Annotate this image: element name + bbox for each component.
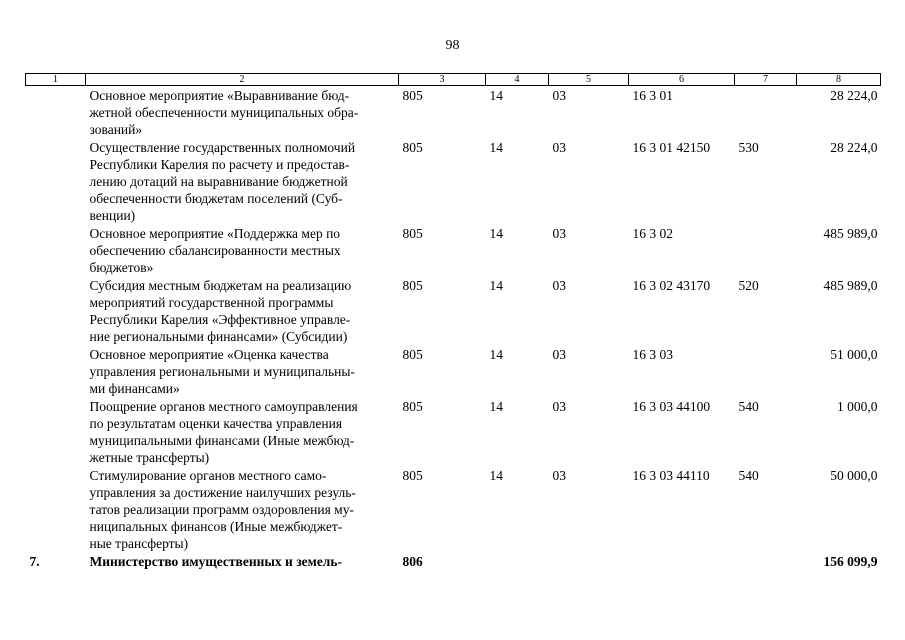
row-name-line: жетные трансферты): [89, 450, 210, 465]
row-name-line: зований»: [89, 122, 143, 137]
row-number: [26, 86, 86, 139]
row-amount: 28 224,0: [830, 88, 878, 103]
row-target: [629, 552, 735, 570]
row-amount: 485 989,0: [823, 278, 878, 293]
row-section: 14: [489, 140, 503, 155]
row-amount: 51 000,0: [830, 347, 878, 362]
row-name-line: Поощрение органов местного самоуправления: [89, 399, 358, 414]
row-ministry: 805: [402, 140, 423, 155]
header-col-7: 7: [735, 74, 797, 86]
row-subsection: 03: [552, 88, 566, 103]
row-name-line: лению дотаций на выравнивание бюджетной: [89, 174, 348, 189]
row-ministry: 805: [402, 88, 423, 103]
row-name-line: ниципальных финансов (Иные межбюджет-: [89, 519, 343, 534]
row-subsection: 03: [552, 140, 566, 155]
table-body: [26, 86, 881, 571]
header-col-1: 1: [26, 74, 86, 86]
row-name-line: ние региональными финансами» (Субсидии): [89, 329, 348, 344]
row-subsection: 03: [552, 347, 566, 362]
row-section: 14: [489, 347, 503, 362]
row-name-line: Республики Карелия по расчету и предостав-: [89, 157, 350, 172]
row-section: 14: [489, 88, 503, 103]
row-name-line: ные трансферты): [89, 536, 189, 551]
row-number: 7.: [29, 554, 40, 569]
row-number: [26, 345, 86, 397]
table-row: [26, 345, 881, 397]
row-section: 14: [489, 226, 503, 241]
row-name-line: обеспечению сбалансированности местных: [89, 243, 341, 258]
row-name-line: венции): [89, 208, 136, 223]
row-expense: 540: [738, 399, 759, 414]
row-ministry: 805: [402, 226, 423, 241]
row-section: 14: [489, 468, 503, 483]
row-number: [26, 466, 86, 552]
row-name-line: Министерство имущественных и земель-: [89, 554, 343, 569]
row-amount: 485 989,0: [823, 226, 878, 241]
row-subsection: 03: [552, 278, 566, 293]
table-row: [26, 466, 881, 552]
row-number: [26, 224, 86, 276]
row-name: [86, 397, 399, 466]
row-name-line: бюджетов»: [89, 260, 154, 275]
page-number: 98: [445, 38, 460, 53]
header-col-5: 5: [549, 74, 629, 86]
row-number: [26, 138, 86, 224]
header-col-6: 6: [629, 74, 735, 86]
row-amount: 50 000,0: [830, 468, 878, 483]
header-col-2: 2: [86, 74, 399, 86]
row-name: [86, 276, 399, 345]
row-section: 14: [489, 278, 503, 293]
row-name-line: Республики Карелия «Эффективное управле-: [89, 312, 351, 327]
row-amount: 28 224,0: [830, 140, 878, 155]
header-col-4: 4: [486, 74, 549, 86]
row-name-line: Осуществление государственных полномочий: [89, 140, 356, 155]
row-name-line: жетной обеспеченности муниципальных обра-: [89, 105, 359, 120]
table-row: [26, 86, 881, 139]
row-name-line: Основное мероприятие «Выравнивание бюд-: [89, 88, 350, 103]
row-section: 14: [489, 399, 503, 414]
row-ministry: 806: [402, 554, 423, 569]
table-row: [26, 552, 881, 570]
row-subsection: 03: [552, 399, 566, 414]
row-ministry: 805: [402, 399, 423, 414]
row-name-line: управления за достижение наилучших резуль-: [89, 485, 356, 500]
row-name: [86, 138, 399, 224]
row-target: 16 3 03: [632, 347, 673, 362]
row-expense: 540: [738, 468, 759, 483]
row-name: [86, 552, 399, 570]
row-number: [26, 397, 86, 466]
row-expense: [735, 345, 797, 397]
header-col-3: 3: [399, 74, 486, 86]
row-target: 16 3 03 44100: [632, 399, 711, 414]
table-row: [26, 397, 881, 466]
table-header: [26, 74, 881, 86]
row-name-line: Субсидия местным бюджетам на реализацию: [89, 278, 352, 293]
row-subsection: 03: [552, 226, 566, 241]
row-section: [486, 552, 549, 570]
row-name-line: по результатам оценки качества управления: [89, 416, 343, 431]
row-expense: 530: [738, 140, 759, 155]
row-expense: 520: [738, 278, 759, 293]
row-expense: [735, 224, 797, 276]
row-target: 16 3 01 42150: [632, 140, 711, 155]
row-subsection: 03: [552, 468, 566, 483]
row-name-line: обеспеченности бюджетам поселений (Суб-: [89, 191, 343, 206]
row-ministry: 805: [402, 278, 423, 293]
row-name-line: муниципальными финансами (Иные межбюд-: [89, 433, 355, 448]
table-row: [26, 138, 881, 224]
row-subsection: [549, 552, 629, 570]
row-ministry: 805: [402, 347, 423, 362]
row-number: [26, 276, 86, 345]
row-target: 16 3 03 44110: [632, 468, 710, 483]
row-target: 16 3 02: [632, 226, 673, 241]
row-expense: [735, 86, 797, 139]
row-ministry: 805: [402, 468, 423, 483]
row-amount: 156 099,9: [823, 554, 878, 569]
budget-table: [25, 73, 881, 570]
row-name-line: татов реализации программ оздоровления му-: [89, 502, 354, 517]
row-name-line: управления региональными и муниципальны-: [89, 364, 355, 379]
row-amount: 1 000,0: [837, 399, 878, 414]
row-expense: [735, 552, 797, 570]
row-name-line: ми финансами»: [89, 381, 180, 396]
row-name: [86, 224, 399, 276]
row-target: 16 3 02 43170: [632, 278, 711, 293]
header-col-8: 8: [797, 74, 881, 86]
row-name-line: Стимулирование органов местного само-: [89, 468, 327, 483]
row-name-line: Основное мероприятие «Оценка качества: [89, 347, 329, 362]
row-name-line: мероприятий государственной программы: [89, 295, 334, 310]
row-name: [86, 466, 399, 552]
table-row: [26, 276, 881, 345]
row-target: 16 3 01: [632, 88, 673, 103]
row-name: [86, 345, 399, 397]
row-name: [86, 86, 399, 139]
row-name-line: Основное мероприятие «Поддержка мер по: [89, 226, 341, 241]
table-row: [26, 224, 881, 276]
